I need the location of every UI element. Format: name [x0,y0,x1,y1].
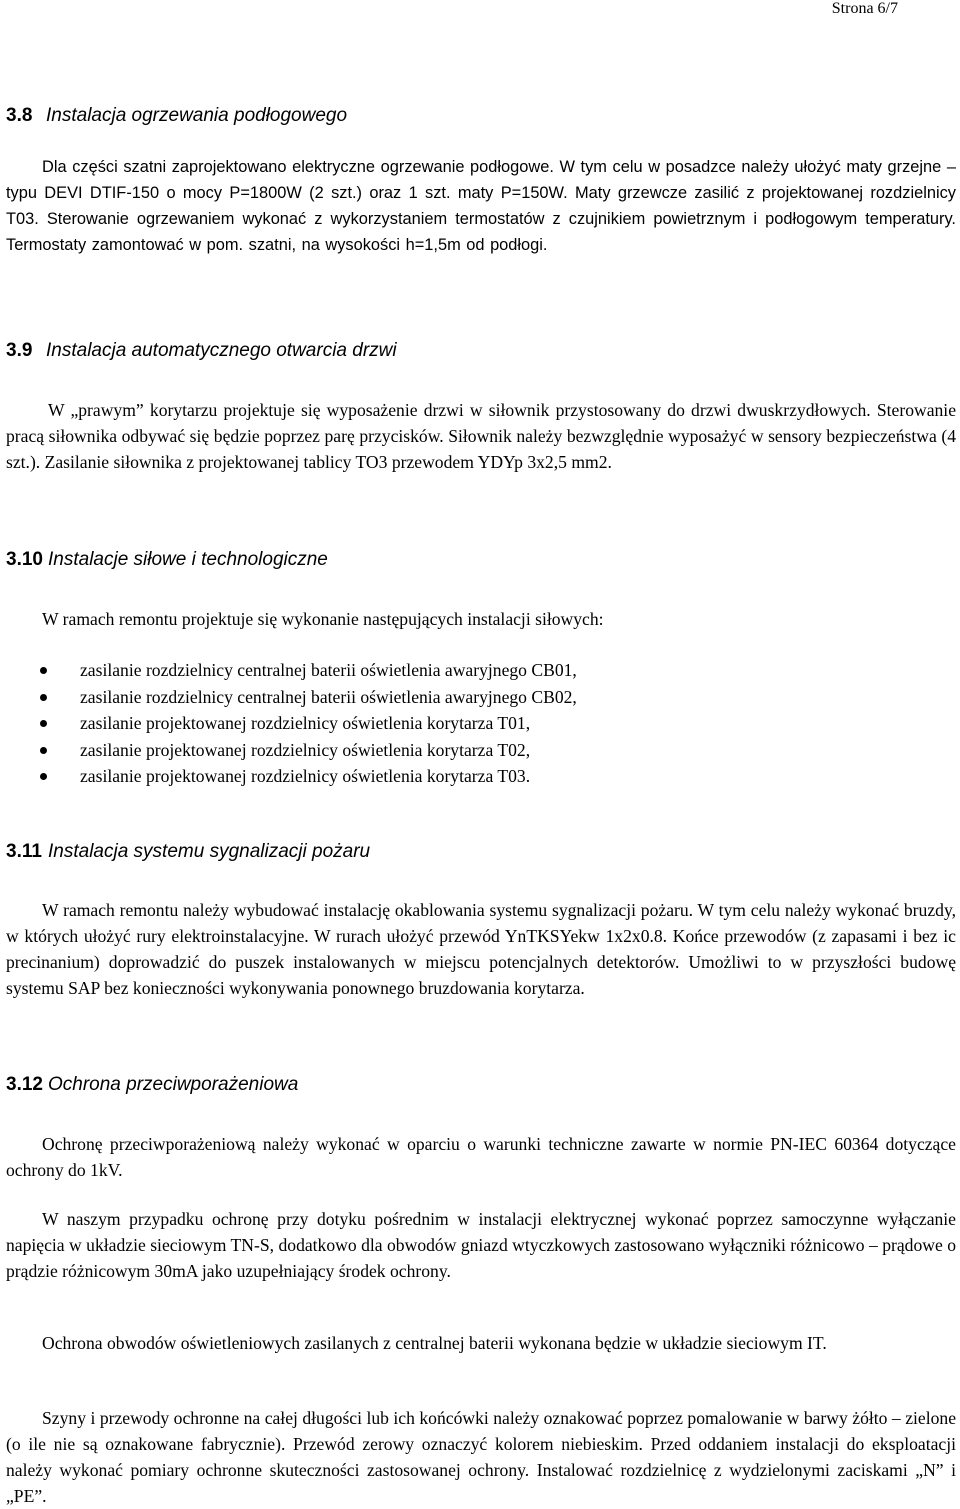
section-title: Instalacje siłowe i technologiczne [48,549,328,570]
paragraph-text: W ramach remontu projektuje się wykonanie następujących instalacji siłowych: [42,609,604,629]
paragraph-text: Ochrona obwodów oświetleniowych zasilanych z centralnej baterii wykonana będzie w układzie sieciowym IT. [42,1333,827,1353]
section-number: 3.10 [6,549,43,570]
section-heading-3-11 [6,840,370,864]
paragraph-door-automation [6,397,956,475]
paragraph-protection-standard [6,1131,956,1183]
bullet-icon [40,773,47,780]
paragraph-protective-conductors [6,1405,956,1509]
paragraph-text: W ramach remontu należy wybudować instalację okablowania systemu sygnalizacji pożaru. W tym celu należy wykonać bruzdy, w których ułożyć rury elektroinstalacyjne. W rurach ułożyć przewód YnTKSYekw 1x2x0.8. Końce przewodów (z zapasami i bez ic precinanium) doprowadzić do puszek instalowanych w miejscu potencjalnych detektorów. Umożliwi to w przyszłości budowę systemu SAP bez konieczności wykonywania ponownego bruzdowania korytarza. [6,900,956,998]
section-title: Instalacja ogrzewania podłogowego [46,105,348,126]
section-title: Instalacja automatycznego otwarcia drzwi [46,340,397,361]
paragraph-floor-heating [6,154,956,258]
list-item: zasilanie rozdzielnicy centralnej baterii oświetlenia awaryjnego CB02, [6,684,946,711]
paragraph-power-intro [6,606,956,632]
bullet-icon [40,667,47,674]
power-installations-list [6,657,946,790]
paragraph-lighting-it [6,1330,956,1356]
paragraph-text: Szyny i przewody ochronne na całej długości lub ich końcówki należy oznakować poprzez pomalowanie w barwy żółto – zielone (o ile nie są oznakowane fabrycznie). Przewód zerowy oznaczyć kolorem niebieskim. Przed oddaniem instalacji do eksploatacji należy wykonać pomiary ochronne skuteczności zastosowanej ochrony. Instalować rozdzielnicę z wydzielonymi zaciskami „N” i „PE”. [6,1408,956,1506]
section-heading-3-8 [6,104,347,128]
bullet-icon [40,747,47,754]
list-item: zasilanie projektowanej rozdzielnicy oświetlenia korytarza T01, [6,710,946,737]
section-number: 3.9 [6,340,33,361]
section-title: Ochrona przeciwporażeniowa [48,1074,299,1095]
list-item: zasilanie projektowanej rozdzielnicy oświetlenia korytarza T02, [6,737,946,764]
section-heading-3-10 [6,548,328,572]
section-number: 3.11 [6,841,42,862]
section-heading-3-12 [6,1073,298,1097]
bullet-icon [40,694,47,701]
paragraph-text: Ochronę przeciwporażeniową należy wykonać w oparciu o warunki techniczne zawarte w normie PN-IEC 60364 dotyczące ochrony do 1kV. [6,1134,956,1180]
list-item: zasilanie rozdzielnicy centralnej baterii oświetlenia awaryjnego CB01, [6,657,946,684]
section-heading-3-9 [6,339,397,363]
page-number: Strona 6/7 [831,0,898,17]
paragraph-text: W naszym przypadku ochronę przy dotyku pośrednim w instalacji elektrycznej wykonać poprzez samoczynne wyłączanie napięcia w układzie sieciowym TN-S, dodatkowo dla obwodów gniazd wtyczkowych zastosowano wyłączniki różnicowo – prądowe o prądzie różnicowym 30mA jako uzupełniający środek ochrony. [6,1209,956,1281]
section-number: 3.8 [6,105,33,126]
section-number: 3.12 [6,1074,43,1095]
list-item: zasilanie projektowanej rozdzielnicy oświetlenia korytarza T03. [6,763,946,790]
section-title: Instalacja systemu sygnalizacji pożaru [48,841,371,862]
bullet-icon [40,720,47,727]
paragraph-fire-alarm [6,897,956,1001]
paragraph-text: Dla części szatni zaprojektowano elektryczne ogrzewanie podłogowe. W tym celu w posadzce należy ułożyć maty grzejne – typu DEVI DTIF-150 o mocy P=1800W (2 szt.) oraz 1 szt. maty P=150W. Maty grzewcze zasilić z projektowanej rozdzielnicy T03. Sterowanie ogrzewaniem wykonać z wykorzystaniem termostatów z czujnikiem powietrznym i podłogowym temperatury. Termostaty zamontować w pom. szatni, na wysokości h=1,5m od podłogi. [6,158,956,254]
paragraph-indirect-contact [6,1206,956,1284]
paragraph-text: W „prawym” korytarzu projektuje się wyposażenie drzwi w siłownik przystosowany do drzwi dwuskrzydłowych. Sterowanie pracą siłownika odbywać się będzie poprzez parę przycisków. Siłownik należy bezwzględnie wyposażyć w sensory bezpieczeństwa (4 szt.). Zasilanie siłownika z projektowanej tablicy TO3 przewodem YDYp 3x2,5 mm2. [6,400,956,472]
